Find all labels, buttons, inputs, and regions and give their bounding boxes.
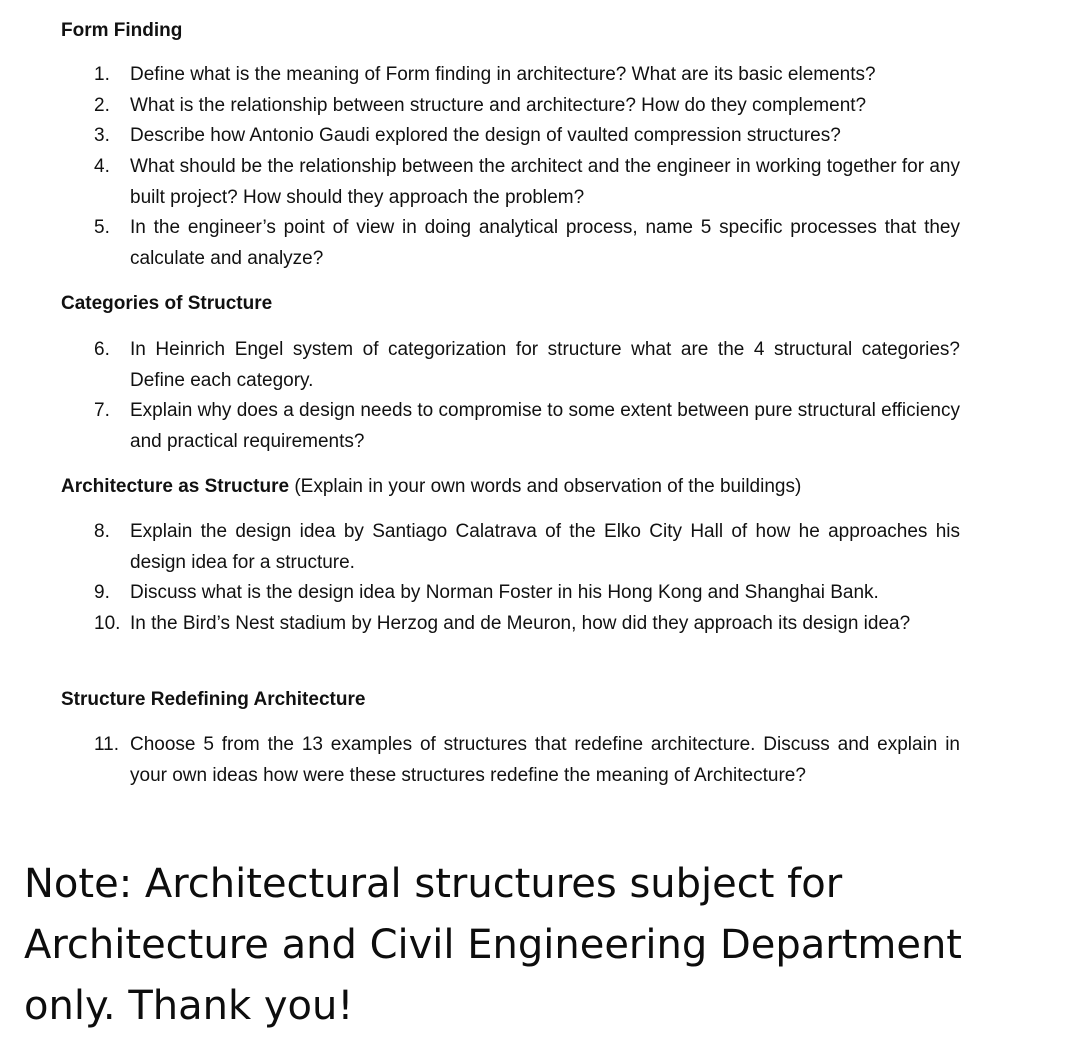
question-number: 11. <box>94 734 120 755</box>
question-item-4 <box>94 152 960 213</box>
section-title: Structure Redefining Architecture <box>61 689 366 710</box>
note-text: Note: Architectural structures subject for Architecture and Civil Engineering Department only. Thank you! <box>24 861 962 1029</box>
question-text: Explain why does a design needs to compromise to some extent between pure structural efficiency and practical requirements? <box>130 400 960 452</box>
question-number: 2. <box>94 95 110 116</box>
question-number: 9. <box>94 582 110 603</box>
question-text: Define what is the meaning of Form finding in architecture? What are its basic elements? <box>130 64 876 85</box>
question-item-11 <box>94 730 960 791</box>
question-text: Describe how Antonio Gaudi explored the design of vaulted compression structures? <box>130 125 841 146</box>
question-text: What is the relationship between structure and architecture? How do they complement? <box>130 95 867 116</box>
question-item-5 <box>94 213 960 274</box>
question-number: 7. <box>94 400 110 421</box>
question-number: 5. <box>94 217 110 238</box>
section-title: Form Finding <box>61 20 183 41</box>
question-number: 6. <box>94 339 110 360</box>
section-heading-categories <box>61 292 272 316</box>
question-text: In Heinrich Engel system of categorization for structure what are the 4 structural categories? Define each category. <box>130 339 960 391</box>
question-item-10 <box>94 609 960 640</box>
question-number: 8. <box>94 521 110 542</box>
question-text: Choose 5 from the 13 examples of structures that redefine architecture. Discuss and explain in your own ideas how were these structures redefine the meaning of Architecture? <box>130 734 960 786</box>
question-number: 1. <box>94 64 110 85</box>
question-text: In the Bird’s Nest stadium by Herzog and de Meuron, how did they approach its design idea? <box>130 613 911 634</box>
question-item-9 <box>94 578 960 609</box>
section-title: Categories of Structure <box>61 293 273 314</box>
question-number: 3. <box>94 125 110 146</box>
question-text: Explain the design idea by Santiago Calatrava of the Elko City Hall of how he approaches his design idea for a structure. <box>130 521 960 573</box>
section-subtitle: (Explain in your own words and observation of the buildings) <box>294 476 802 497</box>
question-number: 4. <box>94 156 110 177</box>
section-heading-architecture-as-structure <box>61 475 801 499</box>
question-item-2 <box>94 91 960 122</box>
question-text: Discuss what is the design idea by Norman Foster in his Hong Kong and Shanghai Bank. <box>130 582 879 603</box>
question-number: 10. <box>94 613 121 634</box>
question-item-7 <box>94 396 960 457</box>
section-title: Architecture as Structure <box>61 476 290 497</box>
section-heading-form-finding <box>61 19 182 43</box>
section-heading-structure-redefining <box>61 688 365 712</box>
question-text: In the engineer’s point of view in doing analytical process, name 5 specific processes that they calculate and analyze? <box>130 217 960 269</box>
question-item-1 <box>94 60 960 91</box>
question-item-6 <box>94 335 960 396</box>
question-item-3 <box>94 121 960 152</box>
question-item-8 <box>94 517 960 578</box>
question-text: What should be the relationship between the architect and the engineer in working together for any built project? How should they approach the problem? <box>130 156 960 208</box>
